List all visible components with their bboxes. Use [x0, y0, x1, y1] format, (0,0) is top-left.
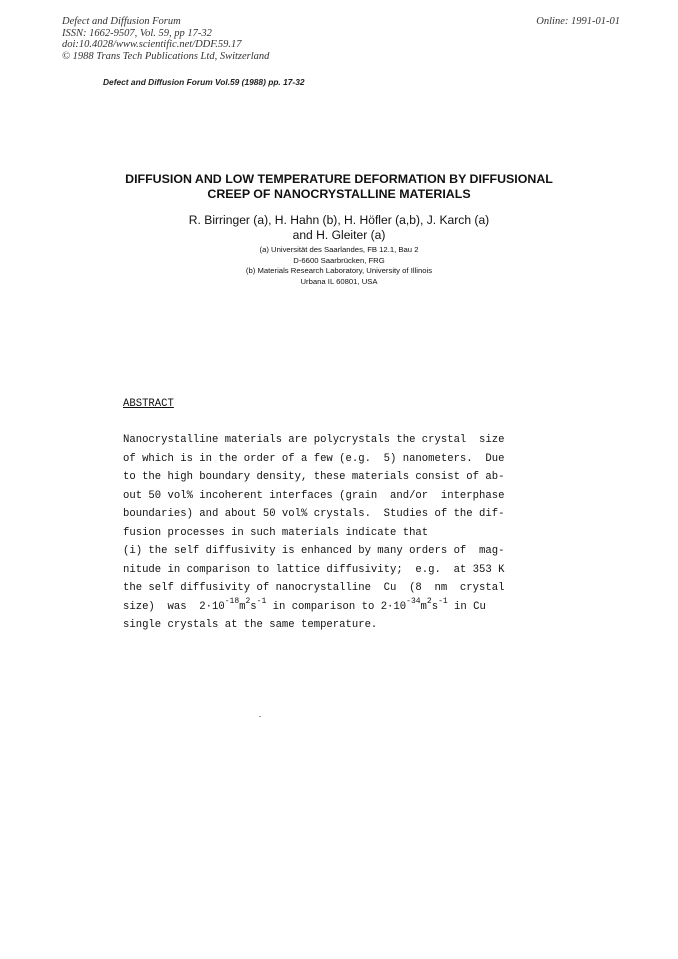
- title-line-1: DIFFUSION AND LOW TEMPERATURE DEFORMATION BY DIFFUSIONAL: [125, 172, 553, 186]
- journal-name: Defect and Diffusion Forum: [62, 16, 181, 27]
- online-date: Online: 1991-01-01: [536, 16, 620, 27]
- abstract-body: [123, 431, 563, 635]
- text-segment: in Cu: [447, 600, 486, 613]
- abstract-line: (i) the self diffusivity is enhanced by many orders of mag-: [123, 545, 505, 557]
- text-segment: size) was 2·10: [123, 600, 225, 613]
- paper-title: [60, 172, 618, 202]
- abstract-line: of which is in the order of a few (e.g. 5) nanometers. Due: [123, 452, 505, 465]
- affiliation-line: D-6600 Saarbrücken, FRG: [293, 255, 385, 265]
- unit-segment: m: [420, 600, 427, 613]
- abstract-line: to the high boundary density, these materials consist of ab-: [123, 471, 505, 483]
- doi-line: doi:10.4028/www.scientific.net/DDF.59.17: [62, 39, 242, 51]
- exponent: -34: [406, 596, 421, 606]
- abstract-line: single crystals at the same temperature.: [123, 619, 378, 631]
- authors-line-2: and H. Gleiter (a): [292, 228, 386, 242]
- title-line-2: CREEP OF NANOCRYSTALLINE MATERIALS: [207, 187, 471, 201]
- copyright-line: © 1988 Trans Tech Publications Ltd, Switzerland: [62, 50, 270, 62]
- abstract-line-diffusivity: [123, 598, 563, 617]
- abstract-line: boundaries) and about 50 vol% crystals. Studies of the dif-: [123, 508, 505, 520]
- affiliation-line: (a) Universität des Saarlandes, FB 12.1, Bau 2: [259, 245, 419, 254]
- abstract-line: fusion processes in such materials indicate that: [123, 526, 429, 539]
- text-segment: in comparison to 2·10: [266, 600, 407, 613]
- exponent: -1: [256, 596, 267, 606]
- abstract-line: nitude in comparison to lattice diffusivity; e.g. at 353 K: [123, 563, 505, 576]
- exponent: 2: [245, 596, 251, 606]
- abstract-heading: ABSTRACT: [123, 398, 174, 410]
- affiliation-line: Urbana IL 60801, USA: [300, 276, 378, 286]
- abstract-line: Nanocrystalline materials are polycrystals the crystal size: [123, 434, 505, 446]
- journal-header: [62, 16, 269, 62]
- exponent: -1: [438, 596, 448, 606]
- authors-line-1: R. Birringer (a), H. Hahn (b), H. Höfler (a,b), J. Karch (a): [188, 213, 490, 227]
- affiliations: [60, 245, 618, 287]
- exponent: -18: [224, 596, 240, 606]
- scan-header-line: Defect and Diffusion Forum Vol.59 (1988) pp. 17-32: [103, 77, 305, 87]
- unit-segment: s: [431, 600, 439, 613]
- abstract-line: the self diffusivity of nanocrystalline Cu (8 nm crystal: [123, 582, 505, 594]
- author-list: [60, 213, 618, 243]
- issn-line: ISSN: 1662-9507, Vol. 59, pp 17-32: [62, 27, 212, 39]
- abstract-line: out 50 vol% incoherent interfaces (grain and/or interphase: [123, 489, 505, 502]
- scan-speck: [259, 716, 261, 717]
- unit-segment: m: [239, 600, 246, 613]
- unit-segment: s: [250, 600, 257, 613]
- affiliation-line: (b) Materials Research Laboratory, University of Illinois: [245, 266, 433, 275]
- exponent: 2: [426, 596, 432, 606]
